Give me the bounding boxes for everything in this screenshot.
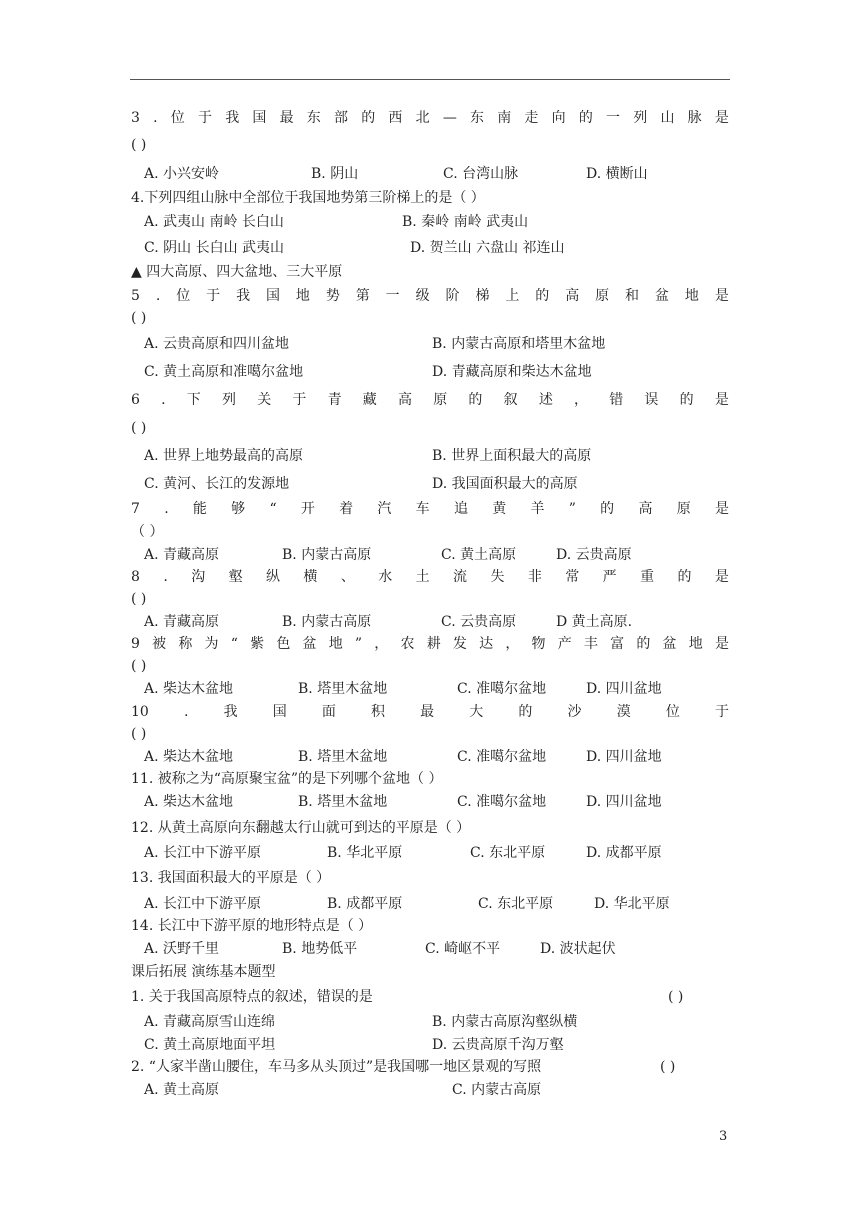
- q14-stem: 14. 长江中下游平原的地形特点是（ ）: [131, 918, 373, 934]
- q5-option-a: A. 云贵高原和四川盆地: [144, 336, 290, 352]
- stem-char: 青: [327, 392, 342, 408]
- stem-char: 我: [223, 704, 238, 720]
- stem-char: 原: [676, 501, 691, 517]
- stem-char: 的: [636, 636, 651, 652]
- q3-stem: [131, 108, 729, 128]
- stem-char: 级: [415, 288, 430, 304]
- q5-option-b: B. 内蒙古高原和塔里木盆地: [432, 336, 606, 352]
- q6-stem: [131, 390, 729, 410]
- stem-char: 沙: [567, 704, 582, 720]
- stem-char: 色: [276, 636, 291, 652]
- stem-char: 严: [602, 569, 617, 585]
- stem-char: 于: [714, 704, 729, 720]
- stem-char: 的: [600, 501, 615, 517]
- q4-stem: 4.下列四组山脉中全部位于我国地势第三阶梯上的是（ ）: [131, 190, 485, 206]
- e1-paren: ( ): [668, 989, 684, 1005]
- q7-option-d: D. 云贵高原: [556, 547, 632, 563]
- stem-char: ”: [568, 501, 576, 517]
- q10-option-b: B. 塔里木盆地: [298, 749, 388, 765]
- stem-char: 失: [490, 569, 505, 585]
- stem-char: 是: [714, 636, 729, 652]
- q4-option-c: C. 阴山 长白山 武夷山: [144, 240, 285, 256]
- q14-option-d: D. 波状起伏: [540, 941, 616, 957]
- e1-option-b: B. 内蒙古高原沟壑纵横: [432, 1014, 578, 1030]
- stem-char: 一: [606, 110, 621, 126]
- q6-option-b: B. 世界上面积最大的高原: [432, 448, 592, 464]
- q8-paren: ( ): [131, 591, 147, 607]
- q3-paren: ( ): [131, 137, 147, 153]
- stem-char: 梯: [475, 288, 490, 304]
- stem-char: 着: [339, 501, 354, 517]
- stem-char: 水: [378, 569, 393, 585]
- q5-paren: ( ): [131, 310, 147, 326]
- stem-char: 产: [557, 636, 572, 652]
- q7-option-b: B. 内蒙古高原: [282, 547, 372, 563]
- stem-char: 为: [204, 636, 219, 652]
- stem-char: 叙: [503, 392, 518, 408]
- stem-char: 列: [633, 110, 648, 126]
- q12-stem: 12. 从黄土高原向东翻越太行山就可到达的平原是（ ）: [131, 820, 471, 836]
- stem-char: 汽: [377, 501, 392, 517]
- stem-char: 耕: [426, 636, 441, 652]
- q9-option-c: C. 准噶尔盆地: [457, 681, 547, 697]
- stem-char: 原: [433, 392, 448, 408]
- stem-char: 东: [306, 110, 321, 126]
- stem-char: 7: [131, 501, 140, 517]
- stem-char: 盆: [662, 636, 677, 652]
- stem-char: 8: [131, 569, 140, 585]
- section-heading: ▲ 四大高原、四大盆地、三大平原: [131, 264, 343, 280]
- stem-char: 9: [131, 636, 140, 652]
- stem-char: .: [155, 288, 161, 304]
- stem-char: 能: [192, 501, 207, 517]
- stem-char: 第: [355, 288, 370, 304]
- q10-paren: ( ): [131, 726, 147, 742]
- stem-char: “: [230, 636, 238, 652]
- e1-option-c: C. 黄土高原地面平坦: [144, 1037, 276, 1053]
- stem-char: 称: [178, 636, 193, 652]
- stem-char: 达: [479, 636, 494, 652]
- q12-option-b: B. 华北平原: [327, 845, 403, 861]
- stem-char: 沟: [191, 569, 206, 585]
- q3-option-c: C. 台湾山脉: [443, 166, 519, 182]
- stem-char: 于: [206, 288, 221, 304]
- q9-option-d: D. 四川盆地: [586, 681, 662, 697]
- q13-option-a: A. 长江中下游平原: [144, 896, 262, 912]
- stem-char: 国: [252, 110, 267, 126]
- stem-char: 势: [325, 288, 340, 304]
- q7-option-c: C. 黄土高原: [441, 547, 517, 563]
- stem-char: 物: [531, 636, 546, 652]
- stem-char: 横: [303, 569, 318, 585]
- q13-option-c: C. 东北平原: [478, 896, 554, 912]
- stem-char: 够: [231, 501, 246, 517]
- stem-char: 最: [279, 110, 294, 126]
- stem-char: ，: [505, 636, 520, 652]
- stem-char: 地: [295, 288, 310, 304]
- q3-option-b: B. 阴山: [311, 166, 359, 182]
- q11-stem: 11. 被称之为“高原聚宝盆”的是下列哪个盆地（ ）: [131, 771, 443, 787]
- e2-option-a: A. 黄土高原: [144, 1082, 220, 1098]
- q6-paren: ( ): [131, 420, 147, 436]
- stem-char: 高: [398, 392, 412, 408]
- stem-char: 壑: [228, 569, 243, 585]
- e2-option-c: C. 内蒙古高原: [452, 1082, 542, 1098]
- stem-char: 东: [470, 110, 485, 126]
- q10-stem: [131, 702, 729, 722]
- q6-option-a: A. 世界上地势最高的高原: [144, 448, 304, 464]
- q14-option-b: B. 地势低平: [282, 941, 358, 957]
- stem-char: 向: [551, 110, 566, 126]
- q12-option-c: C. 东北平原: [470, 845, 546, 861]
- q5-option-d: D. 青藏高原和柴达木盆地: [432, 364, 592, 380]
- stem-char: ，: [374, 636, 389, 652]
- q11-option-d: D. 四川盆地: [586, 794, 662, 810]
- q13-option-b: B. 成都平原: [327, 896, 403, 912]
- e1-option-d: D. 云贵高原千沟万壑: [432, 1037, 564, 1053]
- stem-char: 的: [535, 288, 550, 304]
- stem-char: 错: [609, 392, 624, 408]
- q13-stem: 13. 我国面积最大的平原是（ ）: [131, 870, 331, 886]
- q8-option-a: A. 青藏高原: [144, 614, 220, 630]
- stem-char: 盆: [654, 288, 669, 304]
- q12-option-a: A. 长江中下游平原: [144, 845, 262, 861]
- stem-char: .: [163, 569, 168, 585]
- q14-option-c: C. 崎岖不平: [425, 941, 501, 957]
- e2-paren: ( ): [660, 1059, 676, 1075]
- stem-char: 是: [714, 501, 729, 517]
- stem-char: 国: [272, 704, 287, 720]
- q4-option-b: B. 秦岭 南岭 武夷山: [402, 214, 529, 230]
- stem-char: 走: [524, 110, 539, 126]
- stem-char: 是: [714, 288, 729, 304]
- stem-char: 藏: [362, 392, 377, 408]
- stem-char: 面: [321, 704, 336, 720]
- q8-option-b: B. 内蒙古高原: [282, 614, 372, 630]
- stem-char: 的: [679, 392, 694, 408]
- stem-char: 一: [385, 288, 400, 304]
- stem-char: 关: [257, 392, 272, 408]
- q7-option-a: A. 青藏高原: [144, 547, 220, 563]
- stem-char: 上: [505, 288, 520, 304]
- q7-stem: [131, 499, 729, 519]
- q5-stem: [131, 286, 729, 306]
- stem-char: “: [269, 501, 277, 517]
- stem-char: 下: [186, 392, 201, 408]
- q11-option-a: A. 柴达木盆地: [144, 794, 234, 810]
- stem-char: .: [183, 704, 189, 720]
- stem-char: 我: [225, 110, 240, 126]
- stem-char: .: [161, 392, 166, 408]
- stem-char: 的: [468, 392, 483, 408]
- q6-option-c: C. 黄河、长江的发源地: [144, 476, 290, 492]
- stem-char: 的: [518, 704, 533, 720]
- stem-char: 部: [334, 110, 348, 126]
- stem-char: 地: [328, 636, 343, 652]
- stem-char: 富: [610, 636, 625, 652]
- q9-paren: ( ): [131, 658, 147, 674]
- q10-option-d: D. 四川盆地: [586, 749, 662, 765]
- stem-char: 10: [131, 704, 149, 720]
- stem-char: 山: [660, 110, 675, 126]
- stem-char: 大: [469, 704, 484, 720]
- stem-char: ”: [354, 636, 363, 652]
- page-number: 3: [719, 1129, 728, 1144]
- stem-char: 车: [415, 501, 430, 517]
- stem-char: 丰: [583, 636, 598, 652]
- stem-char: 常: [565, 569, 580, 585]
- stem-char: 的: [677, 569, 692, 585]
- q8-option-d: D 黄土高原.: [556, 614, 633, 630]
- stem-char: 流: [453, 569, 468, 585]
- stem-char: 位: [665, 704, 680, 720]
- stem-char: 的: [578, 110, 593, 126]
- stem-char: 位: [176, 288, 191, 304]
- q11-option-c: C. 准噶尔盆地: [457, 794, 547, 810]
- stem-char: 位: [170, 110, 185, 126]
- extension-heading: 课后拓展 演练基本题型: [131, 964, 276, 980]
- stem-char: 纵: [266, 569, 280, 585]
- stem-char: .: [153, 110, 158, 126]
- stem-char: 重: [640, 569, 655, 585]
- stem-char: 北: [415, 110, 430, 126]
- stem-char: 列: [221, 392, 236, 408]
- stem-char: 是: [714, 392, 729, 408]
- stem-char: 积: [370, 704, 385, 720]
- stem-char: 农: [400, 636, 415, 652]
- stem-char: 是: [714, 569, 729, 585]
- stem-char: 被: [152, 636, 167, 652]
- stem-char: 地: [688, 636, 703, 652]
- stem-char: 阶: [445, 288, 460, 304]
- e2-stem: 2. “人家半凿山腰住，车马多从头顶过”是我国哪一地区景观的写照: [131, 1059, 542, 1075]
- stem-char: 盆: [302, 636, 317, 652]
- stem-char: 黄: [492, 501, 507, 517]
- stem-char: 漠: [616, 704, 631, 720]
- stem-char: 是: [714, 110, 729, 126]
- stem-char: 于: [197, 110, 212, 126]
- stem-char: 发: [452, 636, 467, 652]
- q4-option-a: A. 武夷山 南岭 长白山: [144, 214, 284, 230]
- stem-char: 、: [340, 569, 355, 585]
- q5-option-c: C. 黄土高原和准噶尔盆地: [144, 364, 304, 380]
- stem-char: 国: [265, 288, 280, 304]
- stem-char: —: [442, 110, 457, 126]
- stem-char: 的: [361, 110, 376, 126]
- stem-char: 高: [565, 288, 580, 304]
- stem-char: .: [164, 501, 169, 517]
- q9-option-a: A. 柴达木盆地: [144, 681, 234, 697]
- q10-option-c: C. 准噶尔盆地: [457, 749, 547, 765]
- q8-stem: [131, 567, 729, 587]
- stem-char: 和: [625, 288, 640, 304]
- q12-option-d: D. 成都平原: [586, 845, 662, 861]
- stem-char: 误: [644, 392, 659, 408]
- e1-stem: 1. 关于我国高原特点的叙述，错误的是: [131, 989, 373, 1005]
- stem-char: 非: [527, 569, 542, 585]
- q14-option-a: A. 沃野千里: [144, 941, 220, 957]
- q3-option-d: D. 横断山: [586, 166, 648, 182]
- stem-char: 我: [236, 288, 251, 304]
- stem-char: 紫: [250, 636, 265, 652]
- stem-char: 开: [300, 501, 315, 517]
- stem-char: 地: [684, 288, 699, 304]
- q3-option-a: A. 小兴安岭: [144, 166, 220, 182]
- stem-char: 5: [131, 288, 140, 304]
- stem-char: 羊: [530, 501, 545, 517]
- stem-char: 最: [420, 704, 435, 720]
- q13-option-d: D. 华北平原: [594, 896, 670, 912]
- stem-char: 于: [292, 392, 307, 408]
- stem-char: 原: [595, 288, 610, 304]
- q9-option-b: B. 塔里木盆地: [298, 681, 388, 697]
- q11-option-b: B. 塔里木盆地: [298, 794, 388, 810]
- header-rule: [130, 79, 730, 80]
- stem-char: 3: [131, 110, 140, 126]
- q6-option-d: D. 我国面积最大的高原: [432, 476, 578, 492]
- stem-char: 追: [453, 501, 468, 517]
- q8-option-c: C. 云贵高原: [441, 614, 517, 630]
- stem-char: 述: [538, 392, 553, 408]
- stem-char: 南: [497, 110, 512, 126]
- q10-option-a: A. 柴达木盆地: [144, 749, 234, 765]
- stem-char: ，: [574, 392, 589, 408]
- stem-char: 高: [638, 501, 653, 517]
- q4-option-d: D. 贺兰山 六盘山 祁连山: [410, 240, 565, 256]
- q7-paren: （ ）: [131, 524, 164, 540]
- stem-char: 脉: [687, 110, 702, 126]
- e1-option-a: A. 青藏高原雪山连绵: [144, 1014, 276, 1030]
- stem-char: 6: [131, 392, 140, 408]
- stem-char: 土: [415, 569, 430, 585]
- stem-char: 西: [388, 110, 403, 126]
- q9-stem: [131, 634, 729, 654]
